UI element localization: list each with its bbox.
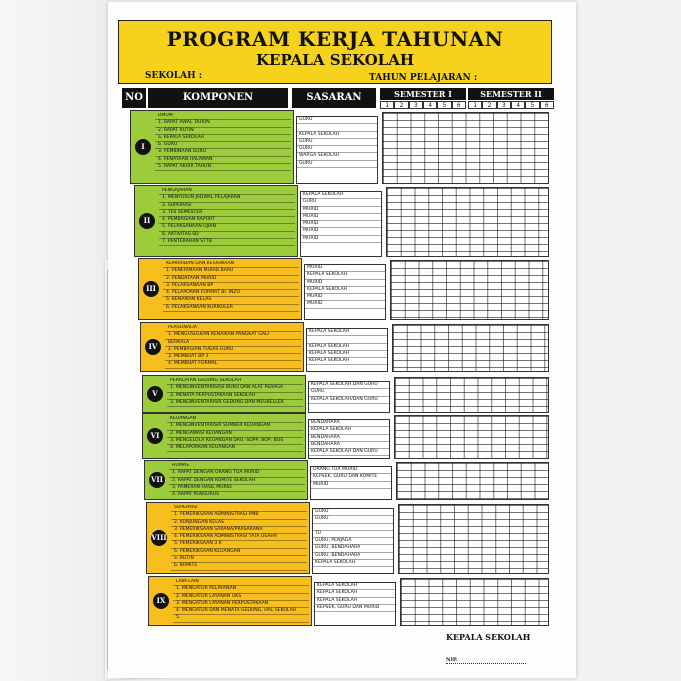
komponen-item: 2. RAPAT RUTIN xyxy=(155,128,291,135)
komponen-item: 1. MENGINVENTARISASI BUKU DAN ALAT PERAGA xyxy=(167,385,303,392)
section-ii-schedule-grid xyxy=(386,187,549,257)
sasaran-item: KEPALA SEKOLAH xyxy=(309,427,389,434)
section-viii-sasaran xyxy=(312,508,394,574)
section-ix-komponen xyxy=(148,576,312,626)
komponen-item: 1. RAPAT DENGAN ORANG TUA MURID xyxy=(169,470,305,477)
komponen-item: 4. RAPAT PENGURUS xyxy=(169,492,305,497)
sasaran-item: GURU xyxy=(297,117,377,124)
month-cell: 3 xyxy=(497,101,511,109)
sasaran-item: KEPALA SEKOLAH xyxy=(307,344,387,351)
column-header-no: NO xyxy=(122,88,146,108)
section-ix-sasaran xyxy=(314,582,396,626)
komponen-item: 3. PEMBINAAN GURU xyxy=(155,149,291,156)
sasaran-item xyxy=(307,336,387,343)
tahun-pelajaran-field-label: TAHUN PELAJARAN : xyxy=(369,73,478,83)
komponen-list xyxy=(167,416,303,456)
komponen-item: 4. MELAPORKAN KEUANGAN xyxy=(167,445,303,452)
sasaran-item: KEPALA SEKOLAH xyxy=(315,590,395,597)
section-ii-komponen xyxy=(134,185,298,257)
komponen-item: b. GURU xyxy=(155,142,291,149)
komponen-item: 3. MENGINVENTARISIR GEDUNG DAN MEUBELLER xyxy=(167,400,303,407)
komponen-item: b. KOMITE xyxy=(171,563,307,570)
section-iv-sasaran xyxy=(306,328,388,372)
semester-1-header: SEMESTER I xyxy=(380,88,466,100)
sasaran-item: GURU xyxy=(313,516,393,523)
month-cell: 5 xyxy=(437,101,451,109)
section-vi-schedule-grid xyxy=(394,415,549,459)
sasaran-item: MURID xyxy=(305,294,385,301)
section-title: LAIN-LAIN xyxy=(173,579,309,586)
poster-title: PROGRAM KERJA TAHUNAN xyxy=(166,27,504,51)
komponen-item: 2. RAPAT DENGAN KOMITE SEKOLAH xyxy=(169,478,305,485)
sasaran-item: KEPALA SEKOLAH xyxy=(305,287,385,294)
komponen-item: 2. MENATA PERPUSTAKAAN SEKOLAH xyxy=(167,393,303,400)
sasaran-item: KEPALA SEKOLAH xyxy=(297,132,377,139)
section-number-badge: II xyxy=(139,213,155,229)
komponen-item: 5. RAPAT AKHIR TAHUN xyxy=(155,164,291,171)
column-header-komponen: KOMPONEN xyxy=(148,88,288,108)
month-cell: 5 xyxy=(525,101,539,109)
sasaran-item: KEPALA SEKOLAH DAN GURU xyxy=(309,449,389,456)
sasaran-item: KEPALA SEKOLAH xyxy=(301,192,381,199)
month-cell: 6 xyxy=(540,101,554,109)
section-title: KEUANGAN xyxy=(167,416,303,423)
sasaran-item: KEPALA SEKOLAH xyxy=(307,329,387,336)
komponen-item: 1. PEMERIKSAAN ADMINISTRASI PMB xyxy=(171,512,307,519)
sasaran-item: MURID xyxy=(301,221,381,228)
section-title: UMUM xyxy=(155,113,291,120)
komponen-item: 1. MENGATUR PELAYANAN xyxy=(173,586,309,593)
komponen-item: 5. PELAKSANAAN UJIAN xyxy=(159,224,295,231)
komponen-item: 2. MENGAWASI KEUANGAN xyxy=(167,431,303,438)
section-vii-schedule-grid xyxy=(396,462,549,500)
sasaran-item: KEPSEK, GURU DAN MURID xyxy=(315,605,395,612)
sasaran-item: TU xyxy=(313,531,393,538)
komponen-list xyxy=(171,505,307,571)
section-i-komponen xyxy=(130,110,294,184)
sasaran-item xyxy=(313,524,393,531)
sasaran-item: BENDAHARA xyxy=(309,435,389,442)
komponen-item: 3. MEMBUAT BP 3 xyxy=(165,354,301,361)
komponen-item: 2. KUNJUNGAN KELAS xyxy=(171,520,307,527)
sasaran-item: KEPALA SEKOLAH xyxy=(307,351,387,358)
komponen-item: 4. PELAPORAN FORMAT BI. INZO xyxy=(163,290,299,297)
main-poster-sheet xyxy=(108,2,576,678)
section-title: PERSONALIA xyxy=(165,325,301,332)
sasaran-item: GURU, BENDAHARA xyxy=(313,553,393,560)
section-title: PERALATAN GEDUNG SEKOLAH xyxy=(167,378,303,385)
sasaran-item: KEPALA SEKOLAH/DAN GURU xyxy=(309,397,389,404)
semester-2-months xyxy=(468,101,554,109)
komponen-list xyxy=(169,463,305,497)
section-v-komponen xyxy=(142,375,306,413)
sasaran-item: KEPALA SEKOLAH DAN GURU xyxy=(309,382,389,389)
semester-1-months xyxy=(380,101,466,109)
section-iii-komponen xyxy=(138,258,302,320)
section-i-schedule-grid xyxy=(382,112,549,184)
section-number-badge: VII xyxy=(149,472,165,488)
month-cell: 1 xyxy=(468,101,482,109)
section-v-sasaran xyxy=(308,381,390,413)
section-number-badge: VI xyxy=(147,428,163,444)
section-title: HUMAS xyxy=(169,463,305,470)
sasaran-item: KEPSEK, GURU DAN KOMITE xyxy=(311,474,391,481)
section-number-badge: III xyxy=(143,281,159,297)
komponen-item: 1. MENYUSUN JADWAL PELAJARAN xyxy=(159,195,295,202)
komponen-item: 5. PEMERIKSAAN 3 K xyxy=(171,541,307,548)
komponen-item: 5. KENAIKAN KELAS xyxy=(163,297,299,304)
sasaran-item: KEPALA SEKOLAH xyxy=(315,598,395,605)
month-cell: 1 xyxy=(380,101,394,109)
section-ix-schedule-grid xyxy=(400,578,549,626)
komponen-item: 4. PEMBAGIAN RAPORT xyxy=(159,217,295,224)
section-viii-komponen xyxy=(146,502,310,574)
sasaran-item: GURU xyxy=(297,146,377,153)
sasaran-item: GURU xyxy=(313,509,393,516)
sasaran-item: KEPALA SEKOLAH xyxy=(313,560,393,567)
sasaran-item: MURID xyxy=(301,214,381,221)
section-vi-sasaran xyxy=(308,419,390,459)
sasaran-item: MURID xyxy=(311,482,391,489)
section-vii-sasaran xyxy=(310,466,392,500)
section-vii-komponen xyxy=(144,460,308,500)
komponen-item: a. RUTIN xyxy=(171,556,307,563)
sasaran-item: KEPALA SEKOLAH xyxy=(305,272,385,279)
komponen-item: 3. PAMERAN HASIL MURID xyxy=(169,485,305,492)
section-ii-sasaran xyxy=(300,191,382,257)
komponen-item: 2. PENDATAAN MURID xyxy=(163,276,299,283)
section-iv-komponen xyxy=(140,322,304,372)
sasaran-item: BENDAHARA xyxy=(309,442,389,449)
section-iv-schedule-grid xyxy=(392,324,549,372)
month-cell: 2 xyxy=(394,101,408,109)
sasaran-item: GURU xyxy=(297,161,377,168)
komponen-item: 3. PELAKSANAAN BP xyxy=(163,283,299,290)
komponen-item: 3. MENGATUR LAYANAN PERPUSTAKAAN xyxy=(173,601,309,608)
sasaran-item: BENDAHARA xyxy=(309,420,389,427)
komponen-list xyxy=(155,113,291,181)
month-cell: 4 xyxy=(423,101,437,109)
section-number-badge: VIII xyxy=(151,530,167,546)
komponen-item: 1. MENGINVENTARISIR SUMBER KEUANGAN xyxy=(167,423,303,430)
section-title: PENGAJARAN xyxy=(159,188,295,195)
sasaran-item: MURID xyxy=(305,280,385,287)
sasaran-item: GURU, BENDAHARA xyxy=(313,545,393,552)
signature-label: KEPALA SEKOLAH xyxy=(446,632,531,642)
komponen-item: 4. PENATAAN HALAMAN xyxy=(155,157,291,164)
komponen-item: 7. PENTERAHAN STTB xyxy=(159,239,295,246)
section-iii-schedule-grid xyxy=(390,260,549,320)
komponen-item: 3. MENGELOLA KEUANGAN DAU, SOPP, BOP, BOS xyxy=(167,438,303,445)
semester-2-header: SEMESTER II xyxy=(468,88,554,100)
month-cell: 3 xyxy=(409,101,423,109)
column-header-sasaran: SASARAN xyxy=(292,88,376,108)
komponen-item: 2. SUPERVISI xyxy=(159,203,295,210)
komponen-item: 6. PEMERIKSAAN KEUANGAN xyxy=(171,549,307,556)
section-title: KEMURIDAN DAN KESISWAAN xyxy=(163,261,299,268)
komponen-list xyxy=(165,325,301,369)
section-i-sasaran xyxy=(296,116,378,184)
poster-subtitle: KEPALA SEKOLAH xyxy=(255,51,415,69)
komponen-item: 6. PELAKSANAAN KURIKULER xyxy=(163,305,299,312)
sasaran-item: ORANG TUA MURID xyxy=(311,467,391,474)
section-iii-sasaran xyxy=(304,264,386,320)
semester-header xyxy=(380,88,554,110)
komponen-item: 4. MENGATUR DAN MENATA GEDUNG, HAL SEKOLAH xyxy=(173,608,309,615)
komponen-item: 3. PEMERIKSAAN SARANA/PRASARANA xyxy=(171,527,307,534)
komponen-item: 2. MENGATUR LAYANAN UKS xyxy=(173,594,309,601)
sasaran-item: MURID xyxy=(301,236,381,243)
sasaran-item: GURU, PENJAGA xyxy=(313,538,393,545)
komponen-item: 4. PEMERIKSAAN ADMINISTRASI TATA USAHA xyxy=(171,534,307,541)
sasaran-item: GURU xyxy=(309,389,389,396)
komponen-list xyxy=(163,261,299,317)
section-viii-schedule-grid xyxy=(398,504,549,574)
month-cell: 2 xyxy=(482,101,496,109)
sasaran-item: KEPALA SEKOLAH xyxy=(315,583,395,590)
komponen-item: 1. PENERIMAAN MURID BARU xyxy=(163,268,299,275)
nip-label: NIP. xyxy=(446,657,526,664)
sasaran-item: MURID xyxy=(305,265,385,272)
section-number-badge: IX xyxy=(153,593,169,609)
section-v-schedule-grid xyxy=(394,377,549,413)
sasaran-item: MURID xyxy=(301,207,381,214)
komponen-item: 3. TES SEMESTER xyxy=(159,210,295,217)
sasaran-item: WARGA SEKOLAH xyxy=(297,153,377,160)
komponen-item: 1. MENGUSULKAN KENAIKAN PANGKAT GALI xyxy=(165,332,301,339)
month-cell: 6 xyxy=(452,101,466,109)
komponen-item: BERKALA xyxy=(165,340,301,347)
komponen-list xyxy=(173,579,309,623)
section-vi-komponen xyxy=(142,413,306,459)
month-cell: 4 xyxy=(511,101,525,109)
section-title: SUPERVISI xyxy=(171,505,307,512)
komponen-item: a. KEPALA SEKOLAH xyxy=(155,135,291,142)
sekolah-field-label: SEKOLAH : xyxy=(145,71,203,81)
sasaran-item xyxy=(297,124,377,131)
wall-background xyxy=(0,0,110,681)
komponen-item: 1. RAPAT AWAL TAHUN xyxy=(155,120,291,127)
section-number-badge: IV xyxy=(145,339,161,355)
komponen-item: 6. AKTIVITAS SD xyxy=(159,232,295,239)
section-number-badge: V xyxy=(147,386,163,402)
komponen-item: 5. xyxy=(173,615,309,622)
sasaran-item: GURU xyxy=(301,199,381,206)
sasaran-item: GURU xyxy=(297,139,377,146)
komponen-item: 4. MEMBUAT FORMAL xyxy=(165,361,301,368)
sasaran-item: KEPALA SEKOLAH xyxy=(307,358,387,365)
sasaran-item: MURID xyxy=(305,301,385,308)
sasaran-item: MURID xyxy=(301,228,381,235)
section-number-badge: I xyxy=(135,139,151,155)
header-banner xyxy=(118,20,552,84)
komponen-item: 2. PEMBAGIAN TUGAS GURU xyxy=(165,347,301,354)
komponen-list xyxy=(167,378,303,410)
komponen-list xyxy=(159,188,295,254)
